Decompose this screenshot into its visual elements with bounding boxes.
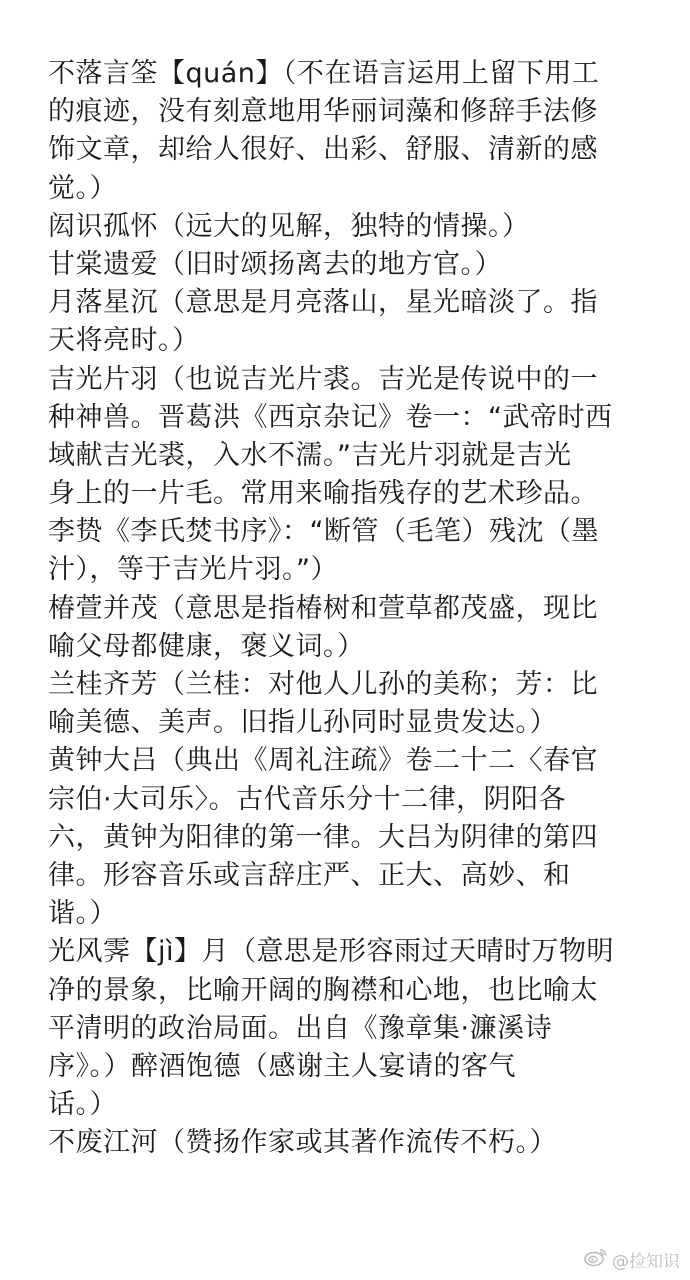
text-line: 光风霁【jì】月（意思是形容雨过天晴时万物明 bbox=[48, 936, 615, 968]
text-line: 谐。） bbox=[48, 898, 117, 930]
text-line: 黄钟大吕（典出《周礼注疏》卷二十二〈春官 bbox=[48, 745, 598, 777]
document-body bbox=[48, 55, 648, 1162]
watermark bbox=[584, 1246, 680, 1272]
text-line: 不落言筌【quán】（不在语言运用上留下用工 bbox=[48, 58, 600, 89]
text-line: 平清明的政治局面。出自《豫章集·濂溪诗 bbox=[48, 1012, 553, 1044]
text-line: 喻父母都健康，褒义词。） bbox=[48, 630, 365, 662]
text-line: 序》。）醉酒饱德（感谢主人宴请的客气 bbox=[48, 1050, 516, 1082]
text-line: 域献吉光裘，入水不濡。”吉光片羽就是吉光 bbox=[48, 439, 572, 471]
watermark-text: @捡知识 bbox=[612, 1251, 680, 1272]
text-line: 宗伯·大司乐〉。古代音乐分十二律，阴阳各 bbox=[48, 783, 567, 815]
text-line: 身上的一片毛。常用来喻指残存的艺术珍品。 bbox=[48, 478, 598, 510]
text-line: 律。形容音乐或言辞庄严、正大、高妙、和 bbox=[48, 859, 571, 891]
text-line: 椿萱并茂（意思是指椿树和萱草都茂盛，现比 bbox=[48, 592, 598, 624]
text-line: 觉。） bbox=[48, 172, 117, 204]
weibo-logo-icon bbox=[584, 1247, 608, 1272]
text-line: 兰桂齐芳（兰桂：对他人儿孙的美称；芳：比 bbox=[48, 669, 598, 700]
text-line: 月落星沉（意思是月亮落山，星光暗淡了。指 bbox=[48, 287, 598, 319]
text-line: 的痕迹，没有刻意地用华丽词藻和修辞手法修 bbox=[48, 96, 598, 128]
text-line: 李贽《李氏焚书序》：“断管（毛笔）残沈（墨 bbox=[48, 516, 599, 548]
text-line: 汁），等于吉光片羽。”） bbox=[48, 554, 338, 586]
text-line: 六，黄钟为阳律的第一律。大吕为阴律的第四 bbox=[48, 821, 598, 853]
text-line: 吉光片羽（也说吉光片裘。吉光是传说中的一 bbox=[48, 363, 598, 395]
text-line: 闳识孤怀（远大的见解，独特的情操。） bbox=[48, 210, 530, 242]
text-line: 饰文章，却给人很好、出彩、舒服、清新的感 bbox=[48, 134, 598, 166]
text-line: 喻美德、美声。旧指儿孙同时显贵发达。） bbox=[48, 707, 557, 739]
text-line: 话。） bbox=[48, 1089, 117, 1121]
text-line: 种神兽。晋葛洪《西京杂记》卷一：“武帝时西 bbox=[48, 401, 613, 433]
text-line: 甘棠遗爱（旧时颂扬离去的地方官。） bbox=[48, 248, 502, 280]
text-line: 净的景象，比喻开阔的胸襟和心地，也比喻太 bbox=[48, 974, 598, 1006]
text-line: 不废江河（赞扬作家或其著作流传不朽。） bbox=[48, 1127, 557, 1159]
text-line: 天将亮时。） bbox=[48, 325, 200, 357]
